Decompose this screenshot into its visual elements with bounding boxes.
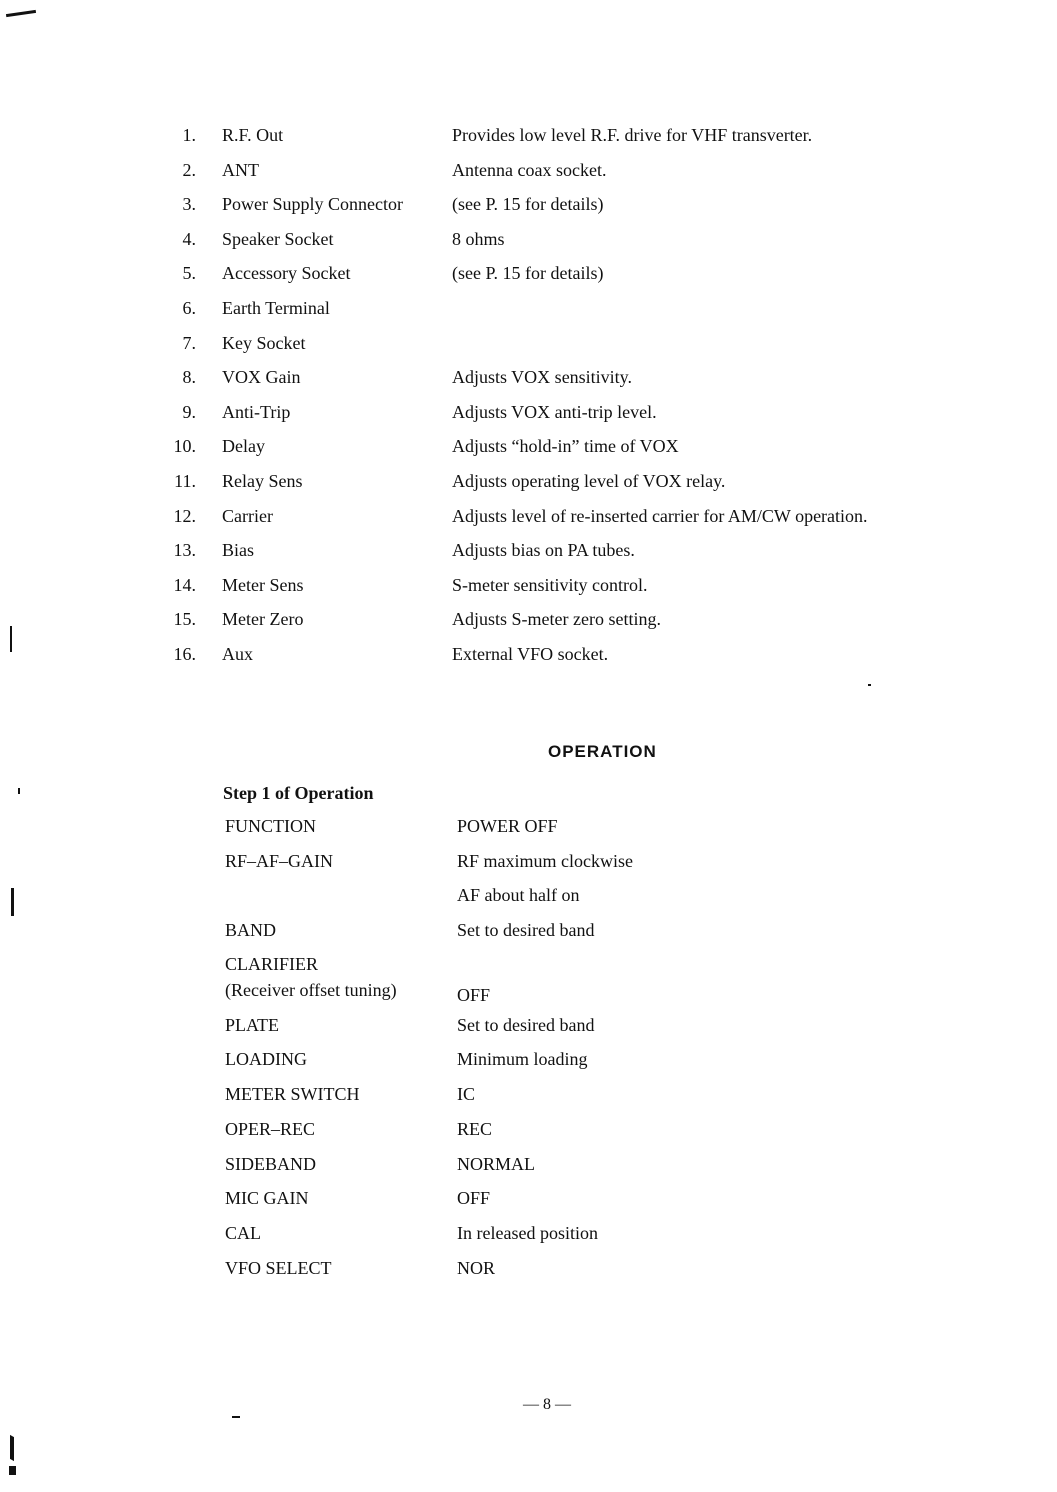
setting-value: NOR xyxy=(457,1257,496,1278)
control-row xyxy=(160,187,1020,222)
control-row xyxy=(160,464,1020,499)
setting-name: LOADING xyxy=(225,1049,307,1070)
setting-value: OFF xyxy=(457,984,491,1005)
setting-value: AF about half on xyxy=(457,885,580,906)
operation-step-title: Step 1 of Operation xyxy=(223,783,374,803)
control-number: 16. xyxy=(173,643,196,664)
operation-setting-row xyxy=(225,845,945,880)
control-row xyxy=(160,499,1020,534)
setting-name: SIDEBAND xyxy=(225,1153,317,1174)
controls-list xyxy=(160,118,1020,672)
control-name: Speaker Socket xyxy=(222,228,334,249)
setting-value: Set to desired band xyxy=(457,920,595,941)
control-number: 12. xyxy=(173,505,196,526)
control-name: Accessory Socket xyxy=(222,263,351,284)
setting-name: VFO SELECT xyxy=(225,1257,332,1278)
scan-mark-bottom-left xyxy=(10,1435,14,1461)
setting-name-line: CLARIFIER xyxy=(225,953,319,974)
setting-value: IC xyxy=(457,1084,475,1105)
operation-setting-row xyxy=(225,1009,945,1044)
control-row xyxy=(160,153,1020,188)
setting-name: CAL xyxy=(225,1222,261,1243)
scan-mark-bottom-small xyxy=(232,1416,240,1418)
control-name: Power Supply Connector xyxy=(222,194,403,215)
setting-value: REC xyxy=(457,1118,493,1139)
setting-name-subline: (Receiver offset tuning) xyxy=(225,979,397,1000)
control-row xyxy=(160,222,1020,257)
scan-dot xyxy=(868,684,871,686)
control-name: Meter Sens xyxy=(222,574,304,595)
control-description: 8 ohms xyxy=(452,228,505,249)
control-description: Adjusts bias on PA tubes. xyxy=(452,540,635,561)
control-number: 14. xyxy=(173,574,196,595)
control-row xyxy=(160,118,1020,153)
control-name: Key Socket xyxy=(222,332,306,353)
control-row xyxy=(160,429,1020,464)
control-number: 15. xyxy=(173,609,196,630)
control-name: R.F. Out xyxy=(222,125,284,145)
operation-setting-row xyxy=(225,949,945,1009)
control-row xyxy=(160,360,1020,395)
scan-mark-bottom-square xyxy=(9,1466,16,1475)
operation-setting-row xyxy=(225,1113,945,1148)
setting-name: RF–AF–GAIN xyxy=(225,850,334,871)
control-description: Adjusts VOX anti-trip level. xyxy=(452,401,657,422)
control-row xyxy=(160,637,1020,672)
control-name: Earth Terminal xyxy=(222,297,330,318)
operation-setting-row xyxy=(225,1078,945,1113)
control-description: Antenna coax socket. xyxy=(452,159,607,180)
control-description: S-meter sensitivity control. xyxy=(452,574,648,595)
operation-setting-row xyxy=(225,1043,945,1078)
operation-setting-row xyxy=(225,914,945,949)
control-number: 10. xyxy=(173,436,196,457)
operation-settings-list xyxy=(225,810,945,1286)
control-number: 13. xyxy=(173,540,196,561)
scan-mark-top-left xyxy=(6,10,36,17)
scan-mark-tick xyxy=(18,788,20,794)
operation-setting-row xyxy=(225,1217,945,1252)
control-name: Aux xyxy=(222,643,253,664)
control-number: 6. xyxy=(182,297,196,318)
control-name: VOX Gain xyxy=(222,367,301,388)
control-name: Bias xyxy=(222,540,255,561)
setting-name: FUNCTION xyxy=(225,816,317,836)
operation-setting-row xyxy=(225,1182,945,1217)
setting-name: MIC GAIN xyxy=(225,1188,309,1209)
control-description: (see P. 15 for details) xyxy=(452,263,604,284)
control-number: 11. xyxy=(174,470,196,491)
setting-name: PLATE xyxy=(225,1014,279,1035)
scan-mark-bar xyxy=(11,888,14,916)
control-number: 8. xyxy=(182,367,196,388)
control-row xyxy=(160,256,1020,291)
page-number: — 8 — xyxy=(523,1396,571,1413)
setting-name: METER SWITCH xyxy=(225,1084,360,1105)
setting-value: POWER OFF xyxy=(457,816,558,836)
operation-setting-row xyxy=(225,879,945,914)
control-name: Relay Sens xyxy=(222,470,303,491)
control-description: Adjusts S-meter zero setting. xyxy=(452,609,661,630)
control-row xyxy=(160,291,1020,326)
operation-setting-row xyxy=(225,1252,945,1287)
control-row xyxy=(160,533,1020,568)
control-name: Meter Zero xyxy=(222,609,304,630)
control-description: Adjusts VOX sensitivity. xyxy=(452,367,633,388)
control-row xyxy=(160,602,1020,637)
control-description: Adjusts operating level of VOX relay. xyxy=(452,470,726,491)
control-number: 7. xyxy=(182,332,196,353)
control-number: 3. xyxy=(182,194,196,215)
control-description: Adjusts level of re-inserted carrier for AM/CW operation. xyxy=(452,505,868,526)
control-description: (see P. 15 for details) xyxy=(452,194,604,215)
setting-value: Minimum loading xyxy=(457,1049,588,1070)
setting-value: NORMAL xyxy=(457,1153,536,1174)
control-description: External VFO socket. xyxy=(452,643,609,664)
setting-value: In released position xyxy=(457,1222,598,1243)
control-number: 1. xyxy=(182,125,196,145)
setting-name: BAND xyxy=(225,920,277,941)
control-description: Provides low level R.F. drive for VHF transverter. xyxy=(452,125,813,145)
operation-setting-row xyxy=(225,810,945,845)
control-name: Carrier xyxy=(222,505,273,526)
control-name: Anti-Trip xyxy=(222,401,291,422)
control-row xyxy=(160,326,1020,361)
setting-name: OPER–REC xyxy=(225,1118,316,1139)
operation-setting-row xyxy=(225,1148,945,1183)
control-number: 9. xyxy=(182,401,196,422)
control-row xyxy=(160,568,1020,603)
setting-name xyxy=(225,951,397,1003)
control-description: Adjusts “hold-in” time of VOX xyxy=(452,436,679,457)
operation-heading: OPERATION xyxy=(548,742,657,761)
control-number: 4. xyxy=(182,228,196,249)
setting-value: Set to desired band xyxy=(457,1014,595,1035)
control-number: 2. xyxy=(182,159,196,180)
setting-value: OFF xyxy=(457,1188,491,1209)
control-name: Delay xyxy=(222,436,265,457)
setting-value: RF maximum clockwise xyxy=(457,850,633,871)
control-name: ANT xyxy=(222,159,259,180)
scan-mark-bracket xyxy=(10,626,12,652)
control-row xyxy=(160,395,1020,430)
control-number: 5. xyxy=(182,263,196,284)
